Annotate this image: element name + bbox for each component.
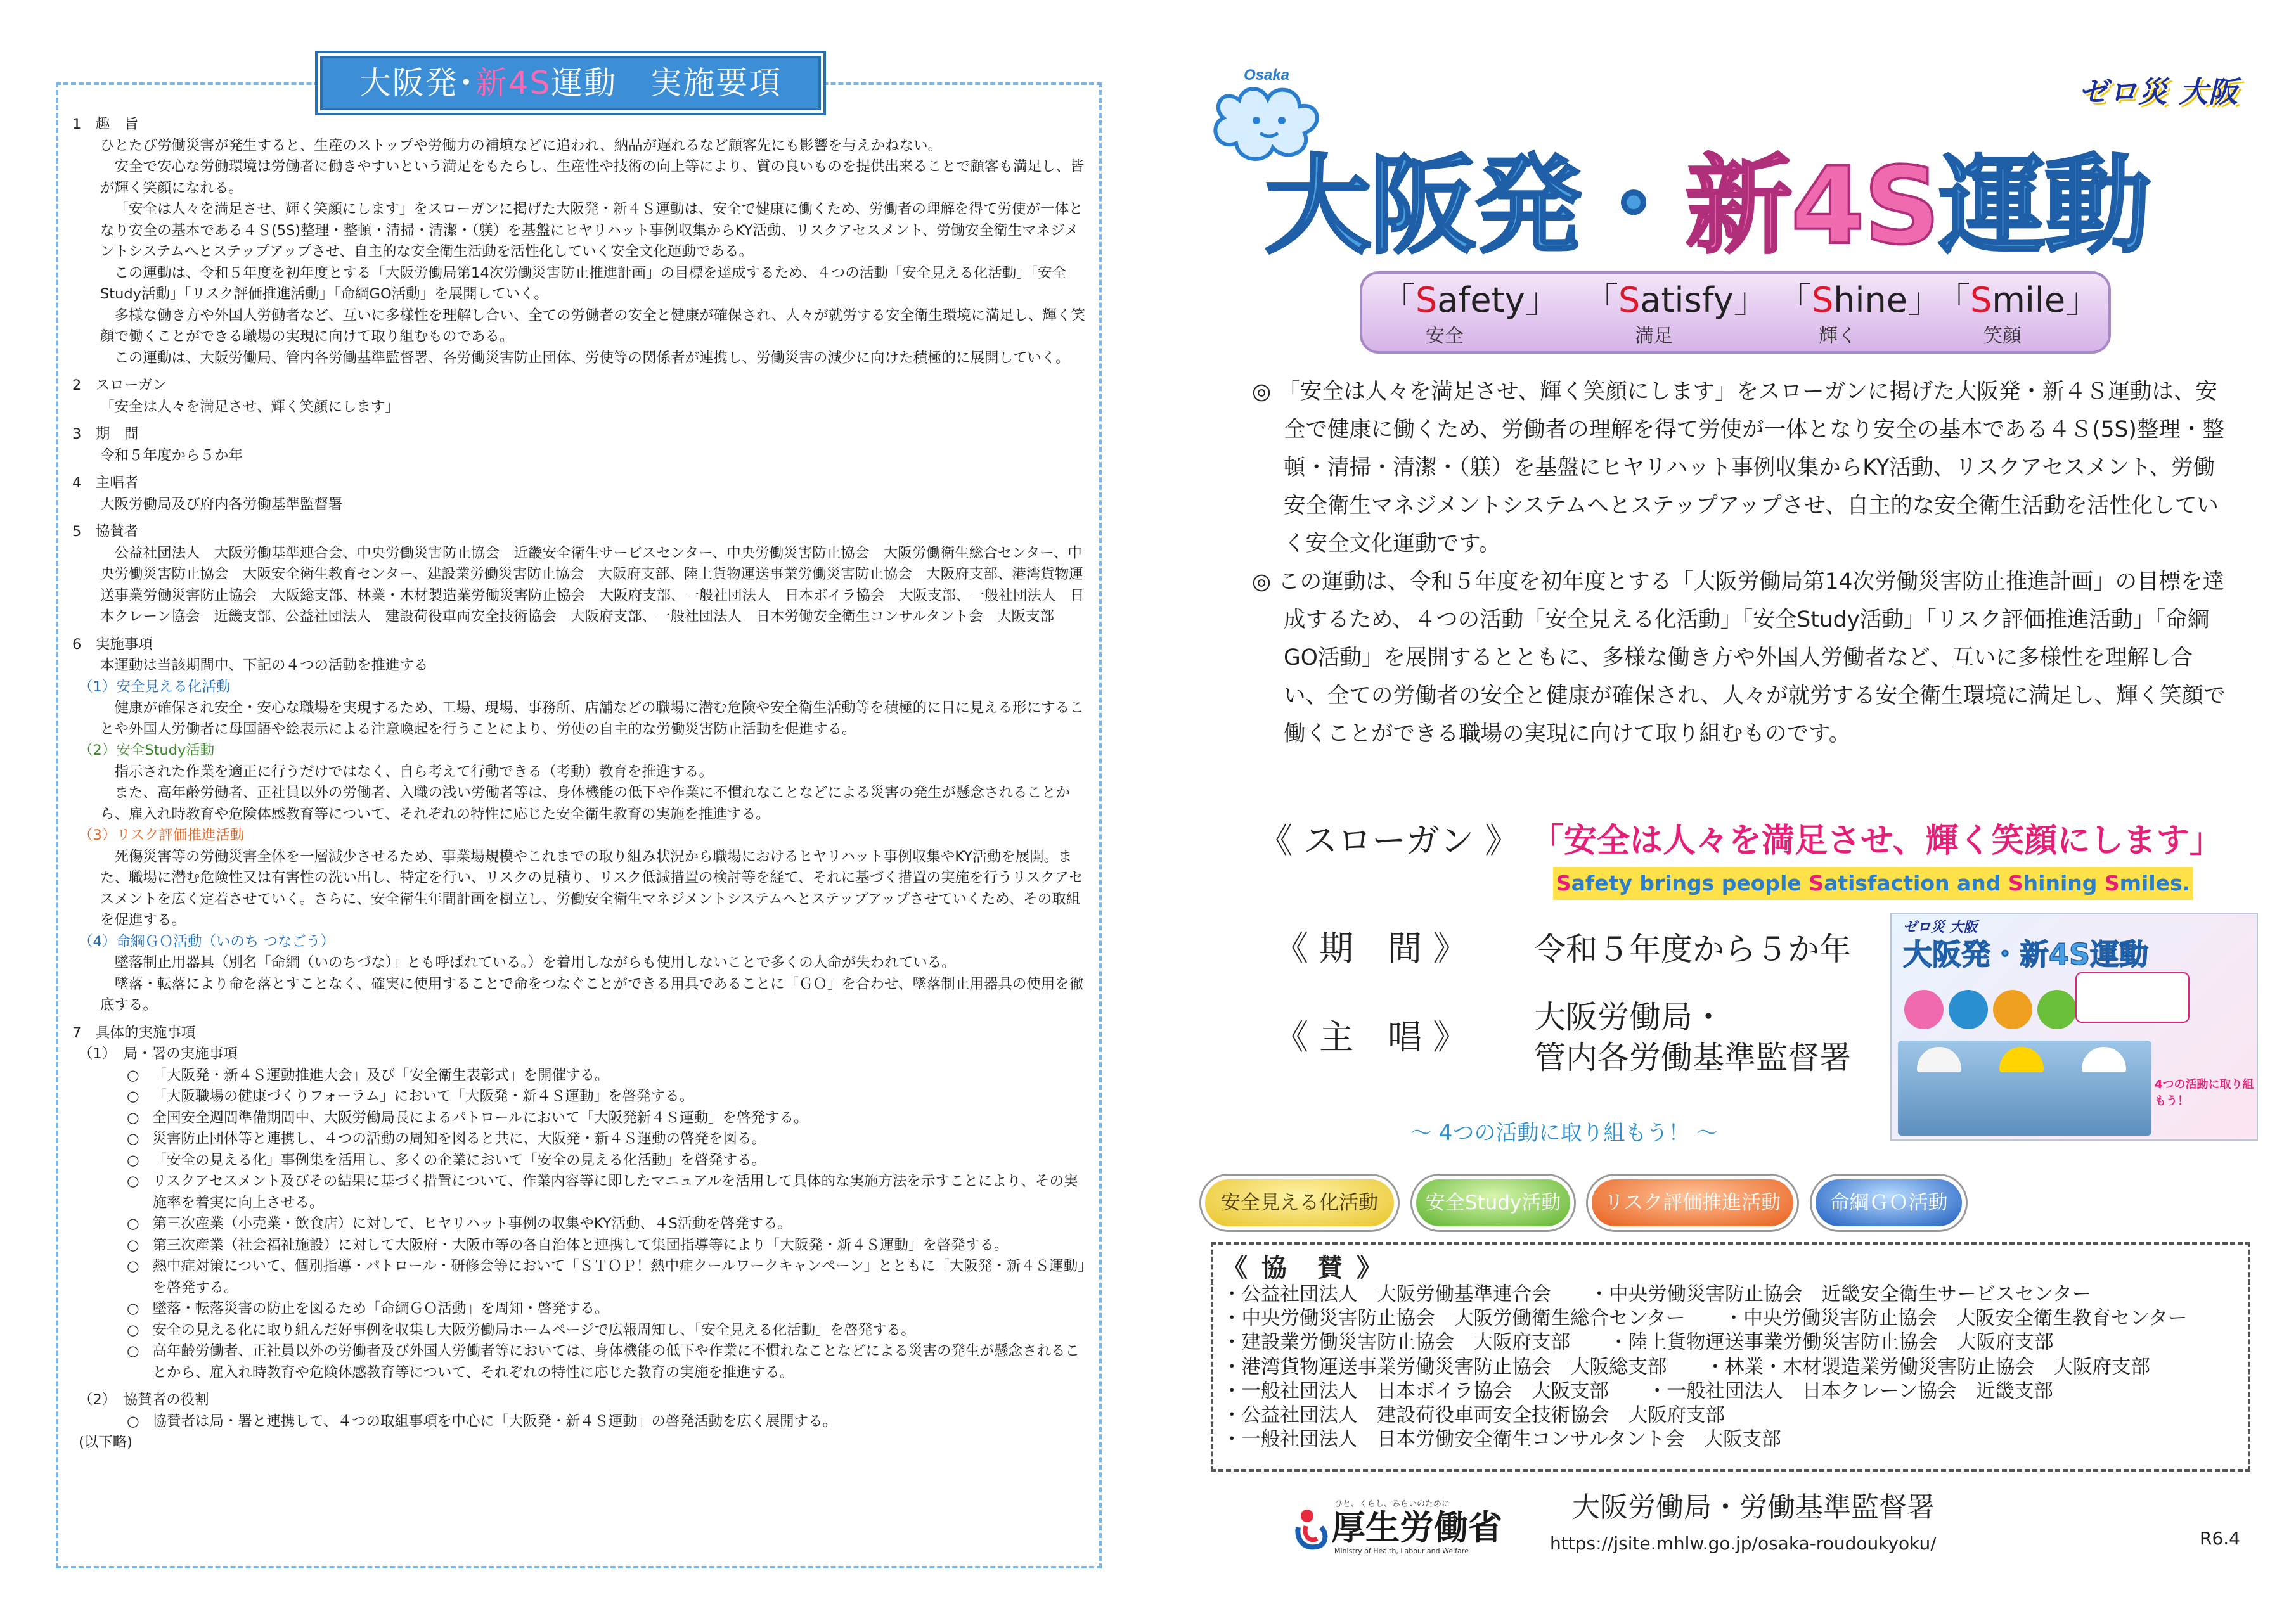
poster-circle: [1904, 990, 1944, 1029]
activity-visualization: 安全見える化活動: [1201, 1176, 1398, 1230]
tagline-shine: 「Shine」: [1777, 280, 1942, 320]
tagline-safety: 「Safety」: [1381, 280, 1559, 320]
bullet-item: [127, 1411, 1089, 1433]
svg-text:Osaka: Osaka: [1244, 67, 1290, 84]
bullet-text: 第三次産業（小売業・飲食店）に対して、ヒヤリハット事例の収集やKY活動、４S活動を啓発する。: [152, 1215, 792, 1232]
subsection-heading: （3）リスク評価推進活動: [79, 827, 245, 843]
mhlw-logo-icon: [1293, 1508, 1328, 1551]
section-heading: 6 実施事項: [72, 636, 153, 653]
sponsor-line: ・中央労働災害防止協会 大阪労働衛生総合センター ・中央労働災害防止協会 大阪安全衛生教育センター: [1222, 1307, 2188, 1330]
paragraph: 本運動は当該期間中、下記の４つの活動を推進する: [100, 657, 429, 674]
paragraph: 健康が確保され安全・安心な職場を実現するため、工場、現場、事務所、店舗などの職場に潜む危険や安全衛生活動等を積極的に目に見える形にすることや外国人労働者に母国語や絵表示による注意喚起を行うことにより、労使の自主的な労働災害防止活動を促進する。: [100, 700, 1084, 738]
paragraph: 令和５年度から５か年: [100, 447, 243, 464]
sponsor-line: ・港湾貨物運送事業労働災害防止協会 大阪総支部 ・林業・木材製造業労働災害防止協会 大阪府支部: [1222, 1356, 2150, 1378]
bullet-text: 全国安全週間準備期間中、大阪労働局長によるパトロールにおいて「大阪発新４Ｓ運動」を啓発する。: [152, 1109, 808, 1126]
paragraph: また、高年齢労働者、正社員以外の労働者、入職の浅い労働者等は、身体機能の低下や作業に不慣れなことなどによる災害の発生が懸念されることから、雇入れ時教育や危険体感教育等について、それぞれの特性に応じた安全衛生教育の実施を推進する。: [100, 785, 1071, 823]
campaign-poster-image: [1890, 913, 2258, 1141]
spacer: [68, 466, 1089, 473]
bullet-text: 第三次産業（社会福祉施設）に対して大阪府・大阪市等の各自治体と連携して集団指導等により「大阪発・新４Ｓ運動」を啓発する。: [152, 1236, 1009, 1254]
paragraph: 安全で安心な労働環境は労働者に働きやすいという満足をもたらし、生産性や技術の向上等により、質の良いものを提供出来ることで顧客も満足し、皆が輝く笑顔になれる。: [100, 158, 1085, 196]
bullet-item: [127, 1065, 1089, 1087]
sponsors-box: [1211, 1242, 2250, 1472]
main-title: 大阪発・新4S運動: [1265, 144, 2150, 268]
bullet-text: 墜落・転落災害の防止を図るため「命綱ＧＯ活動」を周知・啓発する。: [152, 1300, 609, 1317]
tagline-satisfy-ja: 満足: [1635, 325, 1673, 347]
tagline-smile-ja: 笑顔: [1983, 325, 2022, 347]
bullet-circle-icon: ○: [127, 1321, 139, 1338]
slogan-label: 《 スローガン 》: [1258, 821, 1519, 861]
activity-study: 安全Study活動: [1412, 1176, 1574, 1230]
paragraph: 墜落制止用器具（別名「命綱（いのちづな）」とも呼ばれている。）を着用しながらも使用しないことで多くの人命が失われている。: [114, 954, 956, 971]
sponsors-heading: 《 協 賛 》: [1222, 1254, 1384, 1283]
poster-logo: ゼロ災 大阪: [1903, 920, 1978, 935]
version-label: R6.4: [2200, 1528, 2240, 1549]
sponsor-line: ・一般社団法人 日本ボイラ協会 大阪支部 ・一般社団法人 日本クレーン協会 近畿支部: [1222, 1380, 2053, 1402]
bullet-circle-icon: ○: [127, 1236, 139, 1254]
subsection-heading: （1） 局・署の実施事項: [79, 1046, 238, 1062]
bullet-circle-icon: ○: [127, 1067, 139, 1084]
section-heading: 5 協賛者: [72, 523, 139, 540]
period-value: 令和５年度から５か年: [1534, 931, 1851, 968]
mhlw-english-name: Ministry of Health, Labour and Welfare: [1334, 1547, 1469, 1555]
bullet-item: [127, 1256, 1089, 1299]
bullet-text: 熱中症対策について、個別指導・パトロール・研修会等において「ＳＴＯＰ！熱中症クールワークキャンペーン」とともに「大阪発・新４Ｓ運動」を啓発する。: [152, 1258, 1085, 1296]
activity-risk-assessment: リスク評価推進活動: [1588, 1176, 1797, 1230]
bullet-item: [127, 1086, 1089, 1108]
poster-circle: [1949, 990, 1988, 1029]
bullet-text: 協賛者は局・署と連携して、４つの取組事項を中心に「大阪発・新４Ｓ運動」の啓発活動を広く展開する。: [152, 1413, 837, 1430]
bullet-item: [127, 1129, 1089, 1150]
bullet-circle-icon: ○: [127, 1131, 139, 1147]
sponsor-value: 大阪労働局・ 管内各労働基準監督署: [1534, 999, 1851, 1076]
paragraph: 死傷災害等の労働災害全体を一層減少させるため、事業場規模やこれまでの取り組み状況から職場におけるヒヤリハット事例収集やKY活動を展開。また、職場に潜む危険性又は有害性の洗い出し、特定を行い、リスクの見積り、リスク低減措置の検討等を経て、それに基づく措置の実施を行うリスクアセスメントを広く定着させていく。さらに、安全衛生年間計画を樹立し、労働安全衛生マネジメントシステムへとステップアップさせていくため、その取組を促進する。: [100, 848, 1083, 928]
zero-accident-osaka-logo: ゼロ災 大阪: [2078, 75, 2238, 109]
bullet-circle-icon: ○: [127, 1215, 139, 1232]
poster-caption: 4つの活動に取り組もう！: [2155, 1078, 2254, 1108]
bullet-circle-icon: ○: [127, 1343, 139, 1359]
intro-text: [1252, 373, 2228, 753]
paragraph: 公益社団法人 大阪労働基準連合会、中央労働災害防止協会 近畿安全衛生サービスセンター、中央労働災害防止協会 大阪労働衛生総合センター、中央労働災害防止協会 大阪安全衛生教育センター、建設業労働災害防止協会 大阪府支部、陸上貨物運送事業労働災害防止協会 大阪府支部、港湾貨物運送事業労働災害防止協会 大阪総支部、林業・木材製造業労働災害防止協会 大阪府支部、一般社団法人 日本ボイラ協会 大阪支部、一般社団法人 日本クレーン協会 近畿支部、公益社団法人 建設荷役車両安全技術協会 大阪府支部、一般社団法人 日本労働安全衛生コンサルタント会 大阪支部: [100, 544, 1085, 625]
bullet-text: リスクアセスメント及びその結果に基づく措置について、作業内容等に即したマニュアルを活用して具体的な実施方法を示すことにより、その実施率を着実に向上させる。: [152, 1173, 1078, 1211]
sponsor-line: ・一般社団法人 日本労働安全衛生コンサルタント会 大阪支部: [1222, 1428, 1781, 1451]
bullet-circle-icon: ○: [127, 1109, 139, 1126]
tagline-safety-ja: 安全: [1426, 325, 1464, 347]
guidelines-title: 大阪発･新4S運動 実施要項: [320, 56, 821, 110]
subsection-heading: （2）安全Study活動: [79, 742, 215, 759]
tagline-smile: 「Smile」: [1936, 280, 2100, 320]
section-heading: 4 主唱者: [72, 475, 139, 491]
poster-circle: [2037, 990, 2077, 1029]
bullet-text: 安全の見える化に取り組んだ好事例を収集し大阪労働局ホームページで広報周知し、「安全見える化活動」を啓発する。: [152, 1321, 915, 1338]
spacer: [68, 628, 1089, 634]
bullet-item: [127, 1299, 1089, 1320]
spacer: [68, 369, 1089, 375]
bullet-item: [127, 1235, 1089, 1257]
sponsor-list: [1222, 1283, 2248, 1452]
spacer: [68, 1383, 1089, 1390]
sponsor-line: ・建設業労働災害防止協会 大阪府支部 ・陸上貨物運送事業労働災害防止協会 大阪府支部: [1222, 1331, 2054, 1354]
paragraph: ひとたび労働災害が発生すると、生産のストップや労働力の補填などに追われ、納品が遅れるなど顧客先にも影響を与えかねない。: [100, 137, 943, 154]
paragraph: 指示された作業を適正に行うだけではなく、自ら考えて行動できる（考動）教育を推進する。: [114, 763, 714, 780]
intro-paragraph: ◎ この運動は、令和５年度を初年度とする「大阪労働局第14次労働災害防止推進計画」の目標を達成するため、４つの活動「安全見える化活動」「安全Study活動」「リスク評価推進活動」「命綱GO活動」を展開するとともに、多様な働き方や外国人労働者など、互いに多様性を理解し合い、全ての労働者の安全と健康が確保され、人々が就労する安全衛生環境に満足し、輝く笑顔で働くことができる職場の実現に向けて取り組むものです。: [1252, 569, 2226, 747]
spacer: [68, 418, 1089, 424]
paragraph: 大阪労働局及び府内各労働基準監督署: [100, 496, 343, 513]
bullet-item: [127, 1150, 1089, 1172]
bullet-text: 高年齢労働者、正社員以外の労働者及び外国人労働者等においては、身体機能の低下や作業に不慣れなことなどによる災害の発生が懸念されることから、雇入れ時教育や危険体感教育等について、それぞれの特性に応じた教育の実施を推進する。: [152, 1343, 1080, 1381]
spacer: [68, 1016, 1089, 1023]
bullet-item: [127, 1214, 1089, 1235]
activity-lifeline-go: 命綱ＧＯ活動: [1812, 1176, 1966, 1230]
sponsor-line: ・公益社団法人 大阪労働基準連合会 ・中央労働災害防止協会 近畿安全衛生サービスセンター: [1222, 1283, 2092, 1305]
slogan-english: Safety brings people Satisfaction and Shining Smiles.: [1553, 867, 2193, 900]
paragraph: 多様な働き方や外国人労働者など、互いに多様性を理解し合い、全ての労働者の安全と健康が確保され、人々が就労する安全衛生環境に満足し、輝く笑顔で働くことができる職場の実現に向けて取り組むものである。: [100, 307, 1085, 345]
spacer: [68, 515, 1089, 522]
intro-paragraph: ◎ 「安全は人々を満足させ、輝く笑顔にします」をスローガンに掲げた大阪発・新４Ｓ運動は、安全で健康に働くため、労働者の理解を得て労使が一体となり安全の基本である４Ｓ(5S)整理・整頓・清掃・清潔・（躾）を基盤にヒヤリハット事例収集からKY活動、リスクアセスメント、労働安全衛生マネジメントシステムへとステップアップさせ、自主的な安全衛生活動を活性化していく安全文化運動です。: [1252, 379, 2224, 556]
paragraph: 「安全は人々を満足させ、輝く笑顔にします」: [100, 398, 399, 415]
tagline-shine-ja: 輝く: [1819, 325, 1857, 347]
tagline-satisfy: 「Satisfy」: [1584, 280, 1768, 320]
bullet-item: [127, 1341, 1089, 1383]
sponsor-line: ・公益社団法人 建設荷役車両安全技術協会 大阪府支部: [1222, 1404, 1725, 1427]
bullet-item: [127, 1108, 1089, 1129]
bullet-circle-icon: ○: [127, 1088, 139, 1105]
subsection-heading: （2） 協賛者の役割: [79, 1392, 209, 1408]
poster-slogan-box: [2075, 972, 2190, 1023]
poster-circle: [1993, 990, 2032, 1029]
period-label: 《 期 間 》: [1274, 928, 1467, 968]
paragraph: この運動は、令和５年度を初年度とする「大阪労働局第14次労働災害防止推進計画」の目標を達成するため、４つの活動「安全見える化活動」「安全Study活動」「リスク評価推進活動」「命綱GO活動」を展開していく。: [100, 264, 1066, 302]
bullet-circle-icon: ○: [127, 1173, 139, 1190]
bullet-text: 「大阪職場の健康づくりフォーラム」において「大阪発・新４Ｓ運動」を啓発する。: [152, 1088, 694, 1105]
bullet-circle-icon: ○: [127, 1151, 139, 1169]
mhlw-motto: ひと、くらし、みらいのために: [1334, 1499, 1450, 1509]
bullet-circle-icon: ○: [127, 1413, 139, 1430]
subsection-heading: （4）命綱ＧＯ活動（いのち つなごう）: [79, 933, 335, 950]
bullet-item: [127, 1171, 1089, 1214]
issuer: 大阪労働局・労働基準監督署: [1572, 1491, 1935, 1523]
section-heading: 3 期 間: [72, 426, 139, 442]
bullet-text: 災害防止団体等と連携し、４つの活動の周知を図ると共に、大阪発・新４Ｓ運動の啓発を図る。: [152, 1131, 766, 1147]
slogan-value: 「安全は人々を満足させ、輝く笑顔にします」: [1531, 822, 2222, 860]
bullet-circle-icon: ○: [127, 1258, 139, 1274]
four-s-tagline-box: [1360, 271, 2111, 354]
paragraph: この運動は、大阪労働局、管内各労働基準監督署、各労働災害防止団体、労使等の関係者が連携し、労働災害の減少に向けた積極的に展開していく。: [114, 349, 1070, 366]
bullet-item: [127, 1320, 1089, 1342]
activities-caption: ～ 4つの活動に取り組もう！ ～: [1410, 1120, 1719, 1146]
subsection-heading: (以下略): [79, 1434, 133, 1451]
section-heading: 1 趣 旨: [72, 116, 139, 132]
guidelines-body: [68, 114, 1089, 1454]
bullet-text: 「安全の見える化」事例集を活用し、多くの企業において「安全の見える化活動」を啓発する。: [152, 1151, 766, 1169]
subsection-heading: （1）安全見える化活動: [79, 678, 231, 695]
section-heading: 2 スローガン: [72, 377, 167, 394]
section-heading: 7 具体的実施事項: [72, 1024, 196, 1041]
bullet-circle-icon: ○: [127, 1300, 139, 1317]
mhlw-name: 厚生労働省: [1331, 1508, 1502, 1548]
bullet-text: 「大阪発・新４Ｓ運動推進大会」及び「安全衛生表彰式」を開催する。: [152, 1067, 609, 1084]
sponsor-label: 《 主 唱 》: [1274, 1017, 1467, 1057]
website-link[interactable]: https://jsite.mhlw.go.jp/osaka-roudoukyoku/: [1550, 1533, 1937, 1554]
paragraph: 墜落・転落により命を落とすことなく、確実に使用することで命をつなぐことができる用具であることに「ＧＯ」を合わせ、墜落制止用器具の使用を徹底する。: [100, 975, 1084, 1013]
paragraph: 「安全は人々を満足させ、輝く笑顔にします」をスローガンに掲げた大阪発・新４Ｓ運動は、安全で健康に働くため、労働者の理解を得て労使が一体となり安全の基本である４Ｓ(5S)整理・整頓・清掃・清潔・（躾）を基盤にヒヤリハット事例収集からKY活動、リスクアセスメント、労働安全衛生マネジメントシステムへとステップアップさせ、自主的な安全衛生活動を活性化していく安全文化運動である。: [100, 201, 1083, 260]
poster-title: 大阪発・新4S運動: [1903, 937, 2149, 972]
